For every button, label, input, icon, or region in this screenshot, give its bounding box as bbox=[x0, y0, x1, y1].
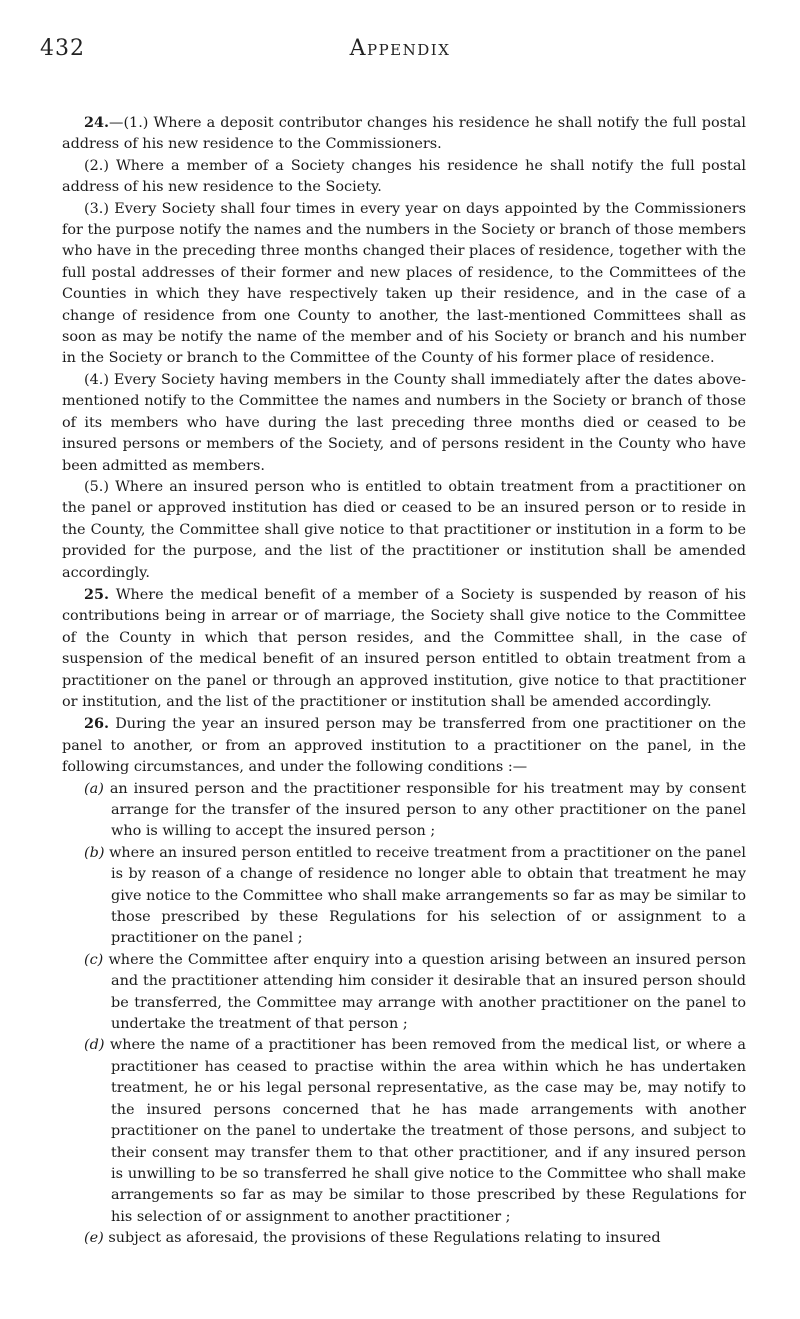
section-number: 25. bbox=[84, 585, 110, 603]
clause-e bbox=[62, 1228, 746, 1249]
clause-marker: (a) bbox=[84, 780, 104, 797]
clause-marker: (c) bbox=[84, 951, 104, 968]
clause-a bbox=[62, 779, 746, 843]
clause-text: where the Committee after enquiry into a question arising between an insured person and the practitioner attending him consider it desirable that an insured person should be transferred, the Committee may arrange with another practitioner on the panel to undertake the treatment of that person ; bbox=[103, 951, 746, 1033]
paragraph-24-3 bbox=[62, 199, 746, 370]
page-header bbox=[40, 36, 760, 76]
section-number: 26. bbox=[84, 715, 110, 733]
paragraph-24-1 bbox=[62, 112, 746, 156]
clause-marker: (d) bbox=[84, 1037, 105, 1054]
clause-text: where the name of a practitioner has been removed from the medical list, or where a practitioner has ceased to practise within the area within which he has undertaken treatment, he or his legal personal representative, as the case may be, may notify to the insured persons concerned that he has made arrangements with another practitioner on the panel to undertake the treatment of those persons, and subject to their consent may transfer them to that other practitioner, and if any insured person is unwilling to be so transferred he shall give notice to the Committee who shall make arrangements so far as may be similar to those prescribed by these Regulations for his selection of or assignment to another practitioner ; bbox=[104, 1037, 746, 1225]
paragraph-25 bbox=[62, 584, 746, 713]
page-number: 432 bbox=[40, 36, 85, 61]
clause-d bbox=[62, 1035, 746, 1228]
paragraph-text: —(1.) Where a deposit contributor changes his residence he shall notify the full postal address of his new residence to the Commissioners. bbox=[62, 115, 746, 153]
clause-c bbox=[62, 950, 746, 1036]
section-number: 24. bbox=[84, 114, 110, 131]
clause-marker: (e) bbox=[84, 1230, 104, 1247]
clause-b bbox=[62, 843, 746, 950]
paragraph-24-2 bbox=[62, 156, 746, 199]
paragraph-text: (3.) Every Society shall four times in every year on days appointed by the Commissioners for the purpose notify the names and the numbers in the Society or branch of those members who have in the preceding three months changed their places of residence, together with the full postal addresses of their former and new places of residence, to the Committees of the Counties in which they have respectively taken up their residence, and in the case of a change of residence from one County to another, the last-mentioned Committees shall as soon as may be notify the name of the member and of his Society or branch and his number in the Society or branch to the Committee of the County of his former place of residence. bbox=[62, 200, 746, 367]
running-title: Appendix bbox=[349, 36, 451, 61]
paragraph-24-5 bbox=[62, 477, 746, 584]
paragraph-text: (4.) Every Society having members in the County shall immediately after the dates above-mentioned notify to the Committee the names and numbers in the Society or branch of those of its members who have during the last preceding three months died or ceased to be insured persons or members of the Society, and of persons resident in the County who have been admitted as members. bbox=[62, 371, 746, 474]
clause-text: an insured person and the practitioner responsible for his treatment may by consent arrange for the transfer of the insured person to any other practitioner on the panel who is willing to accept the insured person ; bbox=[103, 780, 746, 840]
paragraph-text: (5.) Where an insured person who is entitled to obtain treatment from a practitioner on the panel or approved institution has died or ceased to be an insured person or to reside in the County, the Committee shall give notice to that practitioner or institution in a form to be provided for the purpose, and the list of the practitioner or institution shall be amended accordingly. bbox=[62, 478, 746, 581]
paragraph-26 bbox=[62, 713, 746, 778]
paragraph-text: Where the medical benefit of a member of a Society is suspended by reason of his contributions being in arrear or of marriage, the Society shall give notice to the Committee of the County in which that person resides, and the Committee shall, in the case of suspension of the medical benefit of an insured person entitled to obtain treatment from a practitioner on the panel or through an approved institution, give notice to that practitioner or institution, and the list of the practitioner or institution shall be amended accordingly. bbox=[62, 586, 746, 710]
clause-marker: (b) bbox=[84, 844, 105, 861]
clause-text: where an insured person entitled to receive treatment from a practitioner on the panel is by reason of a change of residence no longer able to obtain that treatment he may give notice to the Committee who shall make arrangements so far as may be similar to those prescribed by these Regulations for his selection of or assignment to a practitioner on the panel ; bbox=[104, 844, 746, 947]
paragraph-text: (2.) Where a member of a Society changes his residence he shall notify the full postal address of his new residence to the Society. bbox=[62, 157, 746, 196]
paragraph-24-4 bbox=[62, 370, 746, 477]
paragraph-text: During the year an insured person may be transferred from one practitioner on the panel to another, or from an approved institution to a practitioner on the panel, in the following circumstances, and under the following conditions :— bbox=[62, 716, 746, 776]
body-text bbox=[62, 112, 746, 1250]
clause-text: subject as aforesaid, the provisions of these Regulations relating to insured bbox=[103, 1230, 661, 1247]
